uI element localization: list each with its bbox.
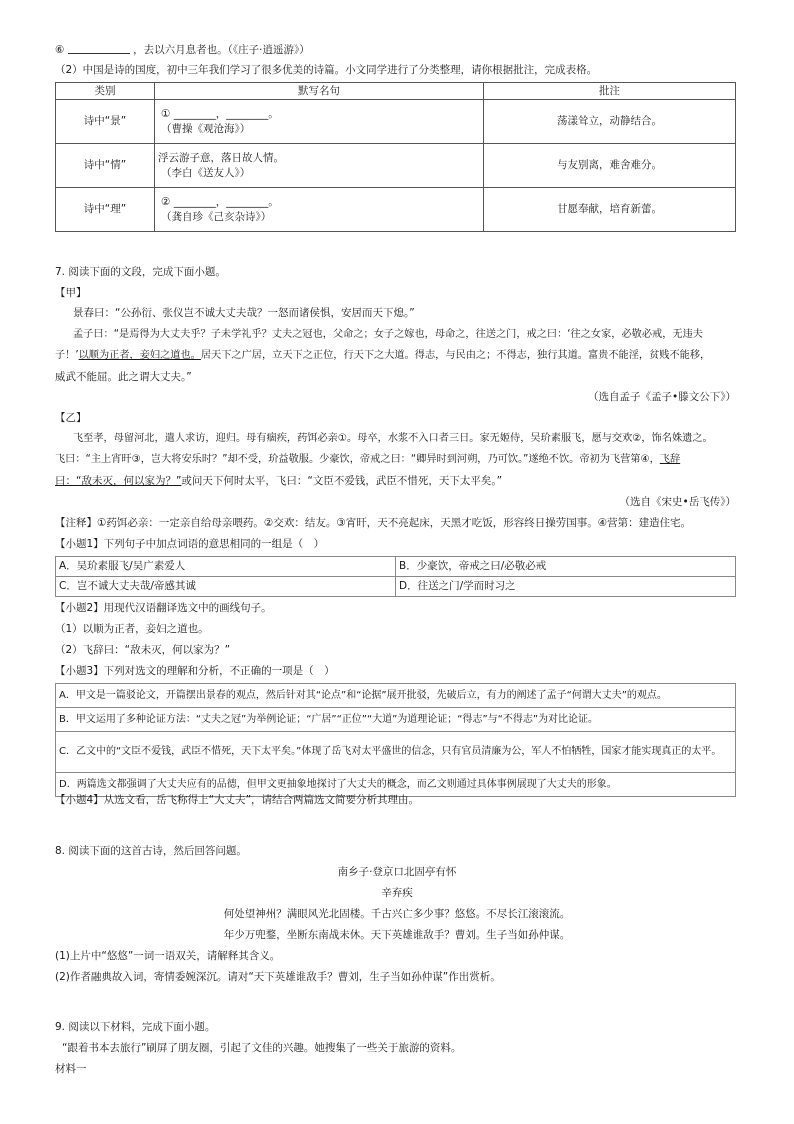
header-lines: 默写名句 <box>155 83 484 100</box>
subquestion-3-options <box>55 683 736 797</box>
text: 居天下之广居，立天下之正位，行天下之大道。得志，与民由之；不得志，独行其道。富贵不能淫，贫贱不能移， <box>200 350 711 361</box>
row-note: 甘愿奉献，培育新蕾。 <box>484 188 736 232</box>
jia-paragraph-2-line-2 <box>55 349 710 363</box>
option-c[interactable]: C．岂不诚大丈夫哉/帝感其诚 <box>56 577 396 597</box>
option-a[interactable]: A．吴玠素服飞/吴广素爱人 <box>56 557 396 577</box>
header-note: 批注 <box>484 83 736 100</box>
option-c[interactable]: C．乙文中的“文臣不爱钱，武臣不惜死，天下太平矣。”体现了岳飞对太平盛世的信念，只有官员清廉为公，军人不怕牺牲，国家才能实现真正的太平。 <box>56 732 736 773</box>
subquestion-2: 【小题2】用现代汉语翻译选文中的画线句子。 <box>55 602 272 614</box>
jia-source: （选自孟子《孟子•滕文公下》） <box>588 391 736 403</box>
yi-line-3 <box>55 474 502 489</box>
q9-intro: “跟着书本去旅行”刷屏了朋友圈，引起了文佳的兴趣。她搜集了一些关于旅游的资料。 <box>62 1042 462 1054</box>
yi-label: 【乙】 <box>55 412 87 424</box>
subquestion-2-item-1: （1）以顺为正者，妾妇之道也。 <box>55 623 209 635</box>
text: 或问天下何时太平，飞曰：“文臣不爱钱，武臣不惜死，天下太平矣。” <box>181 475 503 487</box>
row-category: 诗中“情” <box>56 144 155 188</box>
q8-title: 8. 阅读下面的这首古诗，然后回答问题。 <box>55 845 247 857</box>
jia-paragraph-2-line-1: 孟子曰：“是焉得为大丈夫乎？子未学礼乎？丈夫之冠也，父命之；女子之嫁也，母命之，往送之门，戒之曰：‘往之女家，必敬必戒，无违夫 <box>73 329 703 340</box>
subquestion-3: 【小题3】下列对选文的理解和分析，不正确的一项是（ ） <box>55 665 335 677</box>
table-row <box>56 100 736 144</box>
poem-title: 南乡子·登京口北固亭有怀 <box>337 866 457 878</box>
row-line-1: ② ________，________。 <box>161 195 279 208</box>
table-row <box>56 144 736 188</box>
circled-number: ⑥ <box>55 44 65 56</box>
text: 子！’ <box>55 350 79 361</box>
table-row <box>56 188 736 232</box>
answer-blank[interactable] <box>68 42 130 54</box>
q6-line6-text: ，去以六月息者也。（《庄子·逍遥游》） <box>133 44 310 56</box>
yi-line-1: 飞至孝，母留河北，遣人求访，迎归。母有痼疾，药饵必亲①。母卒，水浆不入口者三日。家无姬侍，吴玠素服飞，愿与交欢②，饰名姝遗之。 <box>73 433 713 444</box>
row-line-1: 浮云游子意，落日故人情。 <box>158 151 284 164</box>
row-note: 与友别离，难舍难分。 <box>484 144 736 188</box>
underlined-sentence: 以顺为正者，妾妇之道也。 <box>78 350 201 361</box>
subquestion-1: 【小题1】下列句子中加点词语的意思相同的一组是（ ） <box>55 538 325 550</box>
header-category: 类别 <box>56 83 155 100</box>
option-b[interactable]: B．少豪饮，帝戒之曰/必敬必戒 <box>396 557 736 577</box>
jia-label: 【甲】 <box>55 287 87 299</box>
option-b[interactable]: B．甲文运用了多种论证方法：“丈夫之冠”为举例论证；“广居”“正位”“大道”为道理论证；“得志”与“不得志”为对比论证。 <box>56 708 736 732</box>
row-category: 诗中“景” <box>56 100 155 144</box>
annotations: 【注释】①药饵必亲：一定亲自给母亲喂药。②交欢：结友。③宵旰，天不亮起床，天黑才吃饭，形容终日操劳国事。④营第：建造住宅。 <box>55 517 692 529</box>
subquestion-4: 【小题4】从选文看，岳飞称得上“大丈夫”，请结合两篇选文简要分析其理由。 <box>55 794 420 806</box>
q8-part2: (2)作者融典故入词，寄情委婉深沉。请对“天下英雄谁敌手？曹刘，生子当如孙仲谋”作出赏析。 <box>55 971 501 983</box>
subquestion-1-options <box>55 556 736 597</box>
poem-table <box>55 82 736 232</box>
underlined-sentence: 飞辞 <box>659 454 681 465</box>
row-line-2: （曹操《观沧海》） <box>161 122 251 135</box>
underlined-sentence: 曰：“敌未灭，何以家为？” <box>55 475 182 487</box>
table-header-row <box>56 83 736 100</box>
yi-source: （选自《宋史•岳飞传》） <box>619 496 736 508</box>
material-1-label: 材料一 <box>55 1063 87 1075</box>
q6-line6 <box>55 42 310 58</box>
option-d[interactable]: D．往送之门/学而时习之 <box>396 577 736 597</box>
poem-author: 辛弃疾 <box>381 887 413 899</box>
row-lines[interactable] <box>155 188 484 232</box>
row-line-2: （龚自珍《己亥杂诗》） <box>161 210 272 223</box>
yi-line-2 <box>55 453 680 467</box>
jia-paragraph-2-line-3: 威武不能屈。此之谓大丈夫。” <box>55 371 192 383</box>
option-a[interactable]: A．甲文是一篇驳论文，开篇摆出景春的观点，然后针对其“论点”和“论据”展开批驳，先破后立，有力的阐述了孟子“何谓大丈夫”的观点。 <box>56 684 736 708</box>
jia-paragraph-1: 景春曰：“公孙衍、张仪岂不诚大丈夫哉？一怒而诸侯惧，安居而天下熄。” <box>73 307 415 319</box>
row-line-2: （李白《送友人》） <box>161 166 251 179</box>
row-category: 诗中“理” <box>56 188 155 232</box>
q8-part1: (1)上片中“悠悠”一词一语双关，请解释其含义。 <box>55 950 281 962</box>
row-note: 荡漾耸立，动静结合。 <box>484 100 736 144</box>
poem-line-1: 何处望神州？满眼风光北固楼。千古兴亡多少事？悠悠。不尽长江滚滚流。 <box>223 908 571 920</box>
row-lines[interactable] <box>155 100 484 144</box>
q6-part2-prompt: （2）中国是诗的国度，初中三年我们学习了很多优美的诗篇。小文同学进行了分类整理，请你根据批注，完成表格。 <box>55 64 598 76</box>
option-d[interactable]: D．两篇选文都强调了大丈夫应有的品德，但甲文更抽象地探讨了大丈夫的概念，而乙文则通过具体事例展现了大丈夫的形象。 <box>56 773 736 797</box>
poem-line-2: 年少万兜鍪，坐断东南战未休。天下英雄谁敌手？曹刘。生子当如孙仲谋。 <box>223 929 571 941</box>
subquestion-2-item-2: （2）飞辞曰：“敌未灭，何以家为？” <box>55 644 231 656</box>
q7-title: 7. 阅读下面的文段，完成下面小题。 <box>55 266 226 278</box>
q9-title: 9. 阅读以下材料，完成下面小题。 <box>55 1021 216 1033</box>
text: 飞曰：“主上宵旰③，岂大将安乐时？”却不受，玠益敬服。少豪饮，帝戒之曰：“卿异时到河朔，乃可饮。”遂绝不饮。帝初为飞营第④， <box>55 454 660 465</box>
row-lines <box>155 144 484 188</box>
row-line-1: ① ________，________。 <box>161 107 279 120</box>
